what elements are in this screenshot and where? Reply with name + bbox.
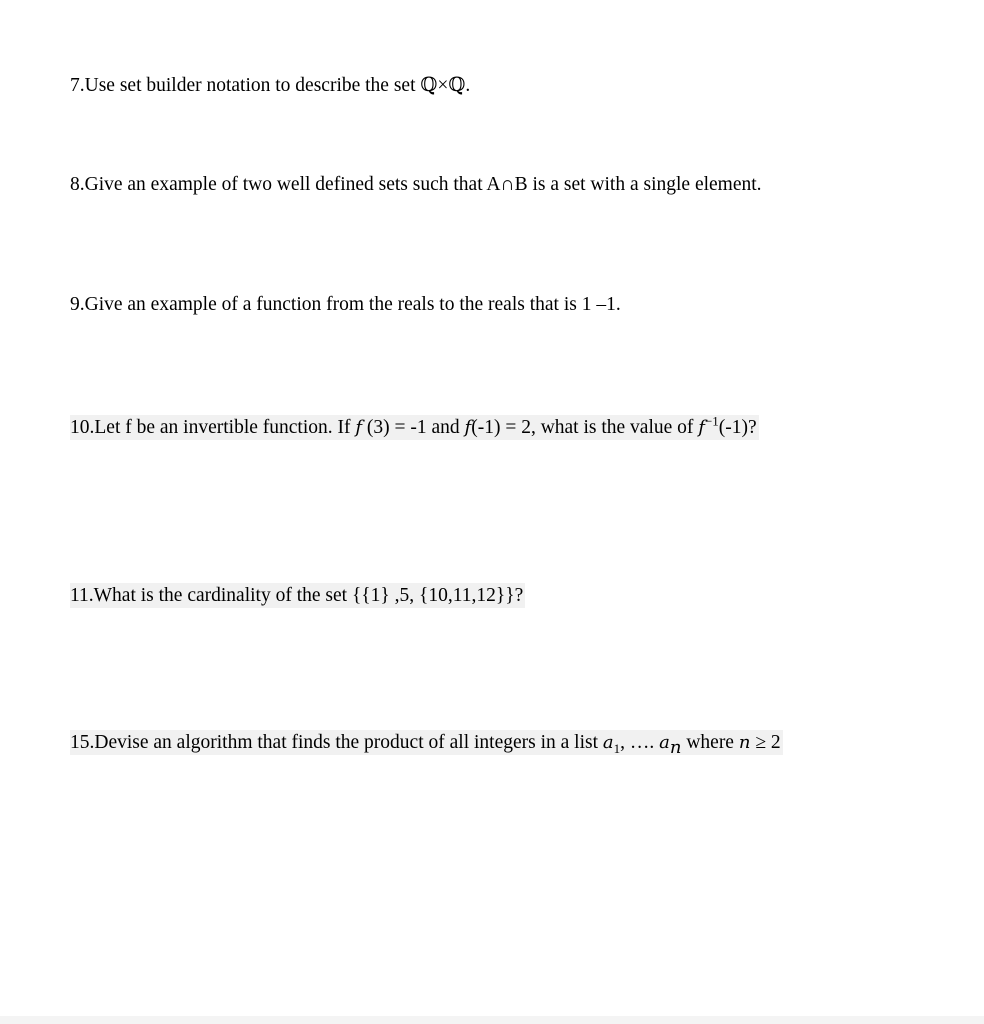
- question-11-text: 11.What is the cardinality of the set {{1} ,5, {10,11,12}}?: [70, 585, 524, 606]
- function-f-inverse-symbol: f: [698, 417, 705, 438]
- question-8-text: 8.Give an example of two well defined sets such that A∩B is a set with a single element.: [70, 174, 762, 195]
- question-10-part4: (-1)?: [718, 417, 757, 438]
- function-f-symbol: f: [464, 417, 472, 438]
- question-15: [70, 730, 783, 756]
- variable-a: a: [602, 732, 614, 753]
- question-9: [70, 292, 621, 318]
- ellipsis: , ….: [620, 732, 660, 753]
- question-10-part3: (-1) = 2, what is the value of: [471, 417, 699, 438]
- question-15-part3: ≥ 2: [750, 732, 781, 753]
- question-7: [70, 73, 470, 99]
- variable-n: n: [738, 732, 751, 753]
- question-10-part2: (3) = -1 and: [362, 417, 465, 438]
- subscript-1: 1: [613, 740, 621, 756]
- question-10-line: [70, 415, 759, 440]
- variable-a: a: [659, 732, 670, 753]
- question-15-part1: 15.Devise an algorithm that finds the product of all integers in a list: [70, 732, 603, 753]
- question-8: [70, 172, 762, 198]
- question-7-text: 7.Use set builder notation to describe the set ℚ×ℚ.: [70, 75, 471, 96]
- question-9-text: 9.Give an example of a function from the reals to the reals that is 1 –1.: [70, 294, 621, 315]
- question-15-line: [70, 730, 783, 758]
- question-10-part1: 10.Let f be an invertible function. If: [70, 417, 356, 438]
- bottom-edge: [0, 1016, 984, 1024]
- inverse-superscript: −1: [704, 413, 719, 429]
- function-f-symbol: f: [355, 417, 363, 438]
- question-10: [70, 415, 759, 441]
- question-11: [70, 583, 525, 609]
- subscript-n: n: [669, 736, 682, 758]
- question-15-part2: where: [681, 732, 739, 753]
